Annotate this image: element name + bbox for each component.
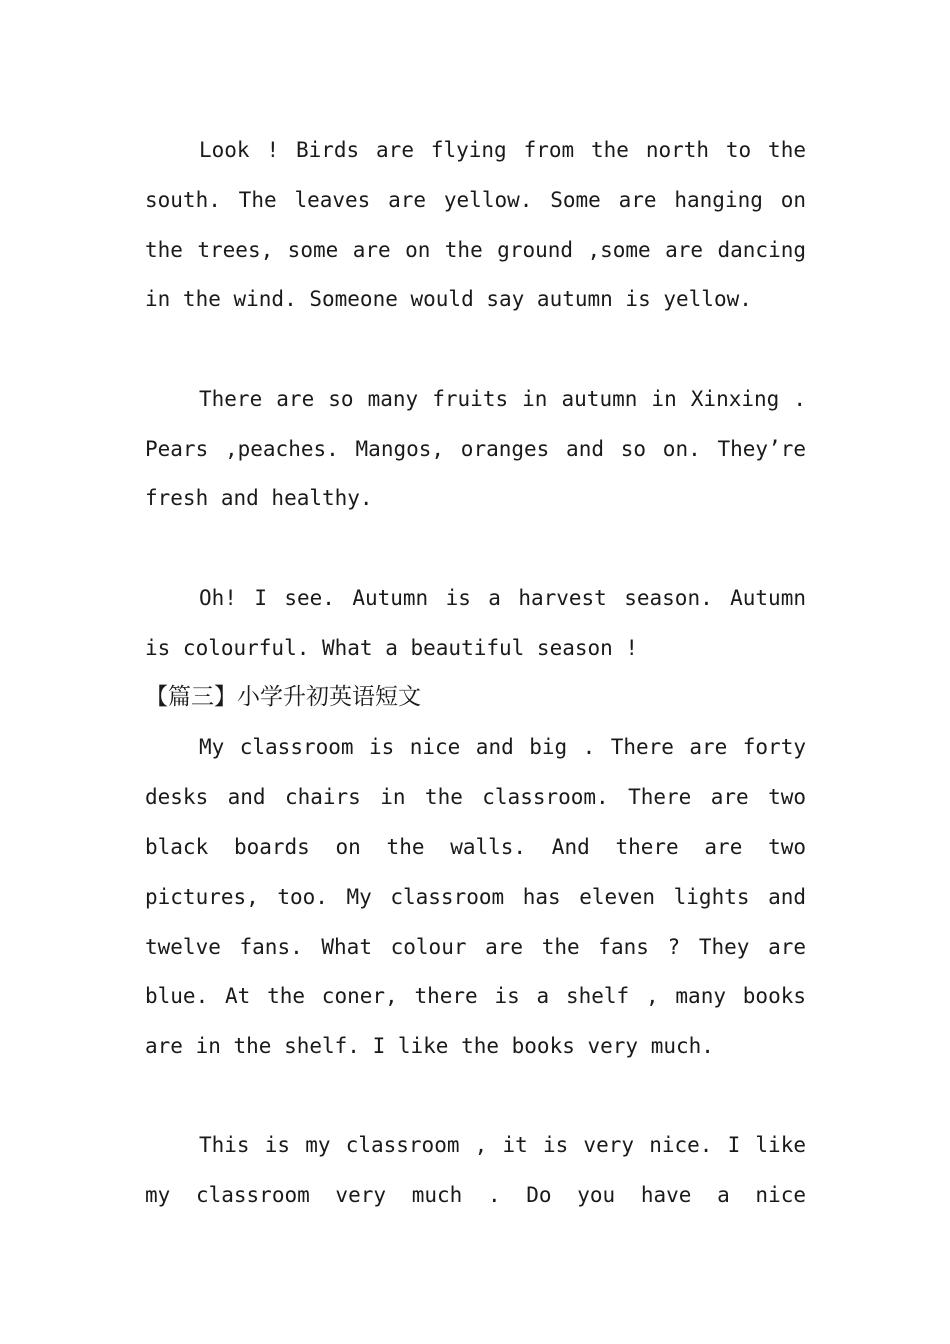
paragraph-2-line-1: There are so many fruits in autumn in Xinxing .: [199, 387, 806, 411]
paragraph-2-line-3: fresh and healthy.: [145, 486, 373, 510]
paragraph-4-line-3: black boards on the walls. And there are two: [145, 835, 806, 859]
paragraph-1-line-1: Look ! Birds are flying from the north to the: [199, 138, 806, 162]
paragraph-1-line-3: the trees, some are on the ground ,some are dancing: [145, 238, 806, 262]
paragraph-4-line-6: blue. At the coner, there is a shelf , many books: [145, 984, 806, 1008]
paragraph-3-line-2: is colourful. What a beautiful season !: [145, 636, 639, 660]
paragraph-2-line-2: Pears ,peaches. Mangos, oranges and so on. They’re: [145, 437, 806, 461]
paragraph-4-line-1: My classroom is nice and big . There are forty: [199, 735, 806, 759]
paragraph-5-line-1: This is my classroom , it is very nice. I like: [199, 1133, 806, 1157]
paragraph-3-line-1: Oh! I see. Autumn is a harvest season. Autumn: [199, 586, 806, 610]
paragraph-4-line-2: desks and chairs in the classroom. There are two: [145, 785, 806, 809]
paragraph-4-line-4: pictures, too. My classroom has eleven lights and: [145, 885, 806, 909]
paragraph-4-line-7: are in the shelf. I like the books very much.: [145, 1034, 714, 1058]
paragraph-1-line-2: south. The leaves are yellow. Some are hanging on: [145, 188, 806, 212]
paragraph-1-line-4: in the wind. Someone would say autumn is yellow.: [145, 287, 752, 311]
paragraph-4-line-5: twelve fans. What colour are the fans ? They are: [145, 935, 806, 959]
section-heading: 【篇三】小学升初英语短文: [145, 684, 421, 710]
paragraph-5-line-2: my classroom very much . Do you have a nice: [145, 1183, 806, 1207]
